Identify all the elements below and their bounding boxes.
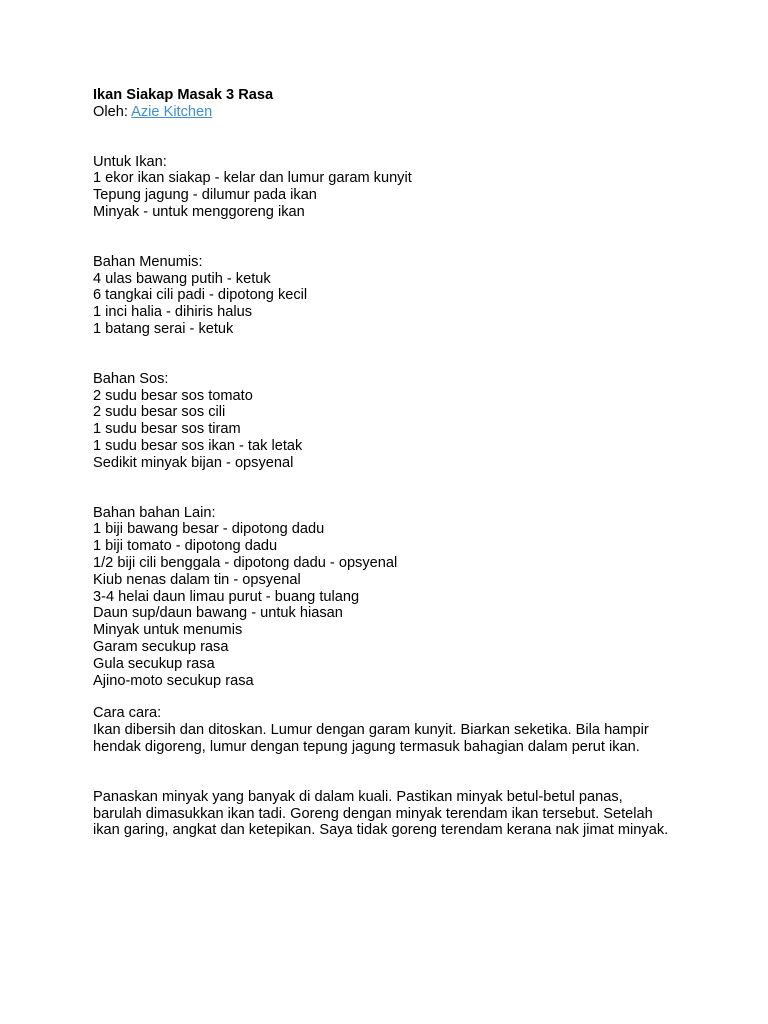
ingredient-item: 1 sudu besar sos ikan - tak letak xyxy=(93,437,303,454)
ingredient-item: 6 tangkai cili padi - dipotong kecil xyxy=(93,287,308,304)
section-heading: Cara cara: xyxy=(93,705,162,722)
section-heading: Bahan Menumis: xyxy=(93,253,203,270)
ingredient-item: 1 inci halia - dihiris halus xyxy=(93,304,252,321)
ingredient-item: Tepung jagung - dilumur pada ikan xyxy=(93,187,317,204)
author-link[interactable]: Azie Kitchen xyxy=(131,103,213,120)
recipe-document xyxy=(93,87,693,839)
ingredient-item: Garam secukup rasa xyxy=(93,638,229,655)
section-ikan xyxy=(93,154,693,221)
ingredient-item: 4 ulas bawang putih - ketuk xyxy=(93,270,271,287)
author-line xyxy=(93,104,693,121)
ingredient-item: 3-4 helai daun limau purut - buang tulang xyxy=(93,588,360,605)
ingredient-item: 1 biji bawang besar - dipotong dadu xyxy=(93,521,325,538)
ingredient-item: Gula secukup rasa xyxy=(93,655,215,672)
ingredient-item: Ajino-moto secukup rasa xyxy=(93,672,254,689)
ingredient-item: Minyak untuk menumis xyxy=(93,622,243,639)
ingredient-item: 1/2 biji cili benggala - dipotong dadu - opsyenal xyxy=(93,554,398,571)
ingredient-item: 1 batang serai - ketuk xyxy=(93,320,234,337)
section-lain xyxy=(93,505,693,690)
recipe-title: Ikan Siakap Masak 3 Rasa xyxy=(93,87,274,103)
ingredient-item: 1 ekor ikan siakap - kelar dan lumur garam kunyit xyxy=(93,170,412,187)
section-heading: Untuk Ikan: xyxy=(93,153,167,170)
ingredient-item: Daun sup/daun bawang - untuk hiasan xyxy=(93,605,343,622)
ingredient-item: 1 sudu besar sos tiram xyxy=(93,421,241,438)
ingredient-item: Sedikit minyak bijan - opsyenal xyxy=(93,454,294,471)
ingredient-item: 1 biji tomato - dipotong dadu xyxy=(93,538,278,555)
ingredient-item: Kiub nenas dalam tin - opsyenal xyxy=(93,571,301,588)
author-prefix: Oleh: xyxy=(93,103,132,120)
section-menumis xyxy=(93,254,693,338)
section-sos xyxy=(93,371,693,472)
section-heading: Bahan Sos: xyxy=(93,370,169,387)
section-heading: Bahan bahan Lain: xyxy=(93,504,216,521)
method-paragraph: Ikan dibersih dan ditoskan. Lumur dengan garam kunyit. Biarkan seketika. Bila hampir hendak digoreng, lumur dengan tepung jagung termasuk bahagian dalam perut ikan. xyxy=(93,722,649,755)
ingredient-item: 2 sudu besar sos tomato xyxy=(93,387,253,404)
method-paragraph: Panaskan minyak yang banyak di dalam kuali. Pastikan minyak betul-betul panas, barulah dimasukkan ikan tadi. Goreng dengan minyak terendam ikan tersebut. Setelah ikan garing, angkat dan ketepikan. Saya tidak goreng terendam kerana nak jimat minyak. xyxy=(93,788,669,839)
ingredient-item: Minyak - untuk menggoreng ikan xyxy=(93,203,305,220)
section-cara xyxy=(93,705,693,839)
ingredient-item: 2 sudu besar sos cili xyxy=(93,404,226,421)
